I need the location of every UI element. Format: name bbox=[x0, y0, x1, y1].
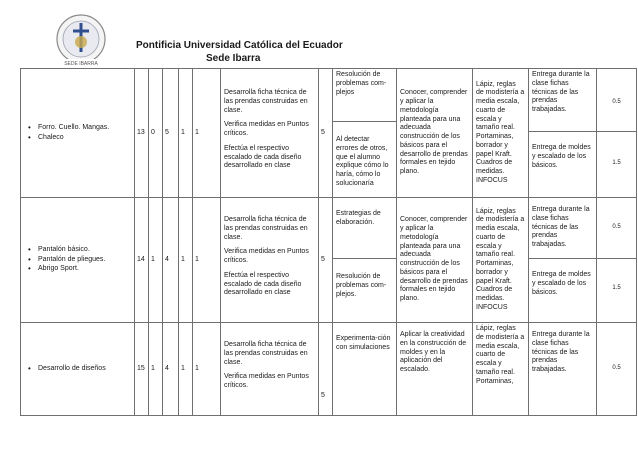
university-title: Pontificia Universidad Católica del Ecuador bbox=[136, 40, 343, 51]
evaluation-cell: Entrega durante la clase fichas técnicas de las prendas trabajadas. bbox=[529, 323, 597, 416]
strategy-cell bbox=[333, 198, 397, 323]
activity-text: Verifica medidas en Puntos críticos. bbox=[224, 248, 309, 264]
evaluation-text: Entrega de moldes y escalado de los básicos. bbox=[529, 131, 596, 193]
course-plan-table bbox=[20, 68, 637, 416]
table-row bbox=[21, 69, 637, 198]
topic-item: • Forro. Cuello. Mangas. bbox=[24, 124, 131, 133]
activity-text: Desarrolla ficha técnica de las prendas construidas en clase. bbox=[224, 216, 308, 241]
activities-cell bbox=[221, 198, 319, 323]
activity-text: Verifica medidas en Puntos críticos. bbox=[224, 121, 309, 137]
evaluation-cell bbox=[529, 69, 597, 198]
topic-item: • Abrigo Sport. bbox=[24, 265, 131, 274]
count-cell: 5 bbox=[319, 69, 333, 198]
count-cell: 5 bbox=[319, 198, 333, 323]
hours-cell: 0 bbox=[149, 69, 163, 198]
activity-text: Verifica medidas en Puntos críticos. bbox=[224, 373, 309, 389]
logo-caption: SEDE IBARRA bbox=[64, 61, 98, 67]
evaluation-text: Entrega durante la clase fichas técnicas de las prendas trabajadas. bbox=[532, 71, 590, 113]
strategy-text: Resolución de problemas com-plejos. bbox=[333, 258, 396, 318]
score-text: 1.5 bbox=[597, 258, 636, 318]
hours-cell: 1 bbox=[179, 69, 193, 198]
week-cell: 14 bbox=[135, 198, 149, 323]
campus-title: Sede Ibarra bbox=[206, 53, 261, 64]
strategy-text: Al detectar errores de otros, que el alumno explique cómo lo haría, cómo lo solucionaría bbox=[333, 121, 396, 193]
hours-cell: 1 bbox=[193, 69, 221, 198]
hours-cell: 1 bbox=[193, 198, 221, 323]
objective-cell: Conocer, comprender y aplicar la metodología planteada para una adecuada construcción de los básicos para el desarrollo de prendas formales en tejido plano. bbox=[397, 69, 473, 198]
objective-cell: Aplicar la creatividad en la construcción de moldes y en la aplicación del escalado. bbox=[397, 323, 473, 416]
activity-text: Desarrolla ficha técnica de las prendas construidas en clase. bbox=[224, 89, 308, 114]
week-cell: 15 bbox=[135, 323, 149, 416]
score-text: 0.5 bbox=[612, 224, 621, 230]
topic-item: • Pantalón básico. bbox=[24, 246, 131, 255]
objective-cell: Conocer, comprender y aplicar la metodología planteada para una adecuada construcción de los básicos para el desarrollo de prendas formales en tejido plano. bbox=[397, 198, 473, 323]
materials-cell: Lápiz, reglas de modistería a media escala, cuarto de escala y tamaño real. Portaminas, borrador y papel Kraft. Cuadros de medidas. INFOCUS bbox=[473, 198, 529, 323]
activity-text: Efectúa el respectivo escalado de cada diseño desarrollado en clase bbox=[224, 271, 302, 297]
table-row bbox=[21, 198, 637, 323]
strategy-text: Estrategias de elaboración. bbox=[336, 210, 381, 226]
hours-cell: 4 bbox=[163, 198, 179, 323]
activities-cell bbox=[221, 69, 319, 198]
evaluation-cell bbox=[529, 198, 597, 323]
topic-item: • Chaleco bbox=[24, 134, 131, 143]
table-row bbox=[21, 323, 637, 416]
materials-cell: Lápiz, reglas de modistería a media escala, cuarto de escala y tamaño real. Portaminas, bbox=[473, 323, 529, 416]
score-text: 0.5 bbox=[612, 99, 621, 105]
evaluation-text: Entrega de moldes y escalado de los básicos. bbox=[529, 258, 596, 318]
score-cell bbox=[597, 198, 637, 323]
evaluation-text: Entrega durante la clase fichas técnicas de las prendas trabajadas. bbox=[532, 206, 590, 248]
activity-text: Efectúa el respectivo escalado de cada diseño desarrollado en clase bbox=[224, 144, 302, 170]
hours-cell: 1 bbox=[149, 198, 163, 323]
activity-text: Desarrolla ficha técnica de las prendas construidas en clase. bbox=[224, 341, 308, 366]
hours-cell: 1 bbox=[179, 198, 193, 323]
score-cell: 0.5 bbox=[597, 323, 637, 416]
strategy-cell bbox=[333, 69, 397, 198]
topic-item: • Pantalón de pliegues. bbox=[24, 256, 131, 265]
score-text: 1.5 bbox=[597, 131, 636, 193]
hours-cell: 1 bbox=[149, 323, 163, 416]
hours-cell: 1 bbox=[179, 323, 193, 416]
topic-item: • Desarrollo de diseños bbox=[24, 365, 131, 374]
topics-cell bbox=[21, 69, 135, 198]
university-seal-logo bbox=[52, 12, 110, 70]
score-cell bbox=[597, 69, 637, 198]
week-cell: 13 bbox=[135, 69, 149, 198]
strategy-text: Resolución de problemas com-plejos bbox=[336, 71, 387, 96]
topics-cell bbox=[21, 323, 135, 416]
topics-cell bbox=[21, 198, 135, 323]
count-cell: 5 bbox=[319, 323, 333, 416]
strategy-cell: Experimenta-ción con simulaciones bbox=[333, 323, 397, 416]
hours-cell: 5 bbox=[163, 69, 179, 198]
hours-cell: 4 bbox=[163, 323, 179, 416]
activities-cell bbox=[221, 323, 319, 416]
materials-cell: Lápiz, reglas de modistería a media escala, cuarto de escala y tamaño real. Portaminas, borrador y papel Kraft. Cuadros de medidas. INFOCUS bbox=[473, 69, 529, 198]
hours-cell: 1 bbox=[193, 323, 221, 416]
